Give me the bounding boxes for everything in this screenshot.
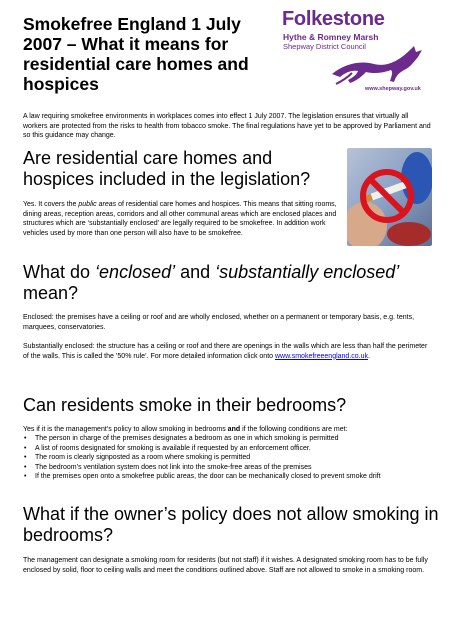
list-item: • The bedroom’s ventilation system does not link into the smoke-free areas of the premises — [24, 463, 312, 471]
council-logo — [282, 8, 432, 94]
logo-council: Shepway District Council — [283, 42, 366, 51]
logo-subtitle: Hythe & Romney Marsh — [283, 32, 379, 42]
emphasis-public-areas: public areas — [78, 201, 117, 208]
bullet-icon: • — [24, 444, 27, 452]
conditions-list — [23, 434, 423, 482]
smokefree-england-link[interactable]: www.smokefreeengland.co.uk — [275, 352, 368, 360]
horse-icon — [282, 44, 432, 88]
list-item: • The person in charge of the premises designates a bedroom as one in which smoking is permitted — [24, 435, 339, 442]
no-smoking-icon — [347, 148, 432, 246]
list-item: • The room is clearly signposted as a room where smoking is permitted — [24, 454, 251, 462]
list-item: • A list of rooms designated for smoking is available if requested by an enforcement officer. — [24, 444, 311, 452]
heading-included: Are residential care homes and hospices included in the legislation? — [23, 148, 311, 189]
heading-bedrooms: Can residents smoke in their bedrooms? — [23, 395, 347, 415]
enclosed-paragraph: Enclosed: the premises have a ceiling or roof and are wholly enclosed, whether on a permanent or temporary basis, e.g. tents, marquees, conservatories. — [23, 314, 415, 331]
emphasis-enclosed: ‘enclosed’ — [95, 262, 176, 282]
bullet-icon: • — [24, 463, 27, 471]
heading-owner-policy: What if the owner’s policy does not allow smoking in bedrooms? — [23, 504, 439, 545]
emphasis-and: and — [227, 426, 241, 433]
page-title: Smokefree England 1 July 2007 – What it means for residential care homes and hospices — [23, 14, 249, 94]
substantially-enclosed-paragraph: Substantially enclosed: the structure has a ceiling or roof and there are openings in the walls which are less than half the perimeter of the walls. This is called the ’50% rule’. For more detailed information click onto www.smokefreeengland.co.uk. — [23, 343, 428, 360]
bullet-icon: • — [24, 454, 27, 462]
logo-name: Folkestone — [282, 8, 385, 30]
bullet-icon: • — [24, 473, 27, 481]
logo-url: www.shepway.gov.uk — [365, 86, 421, 92]
emphasis-substantially-enclosed: ‘substantially enclosed’ — [215, 262, 400, 282]
owner-policy-paragraph: The management can designate a smoking room for residents (but not staff) if it wishes. A designated smoking room has to be fully enclosed by solid, floor to ceiling walls and meet the conditions outlined above. Staff are not allowed to smoke in a smoking room. — [23, 557, 428, 574]
bullet-icon: • — [24, 435, 27, 442]
heading-enclosed: What do ‘enclosed’ and ‘substantially enclosed’ mean? — [23, 262, 400, 303]
bedrooms-paragraph: Yes if it is the management’s policy to allow smoking in bedrooms and if the following conditions are met: — [23, 426, 348, 433]
no-smoking-photo — [347, 148, 432, 246]
included-paragraph: Yes. It covers the public areas of residential care homes and hospices. This means that sitting rooms, dining areas, reception areas, corridors and all other communal areas which are enclosed places and structures which are ‘substantially enclosed’ are legally required to be smokefree. In addition work vehicles used by more than one person will also have to be smokefree. — [23, 201, 337, 237]
list-item: • If the premises open onto a smokefree public areas, the door can be mechanically closed to prevent smoke drift — [24, 473, 381, 481]
intro-paragraph: A law requiring smokefree environments in workplaces comes into effect 1 July 2007. The legislation ensures that virtually all workers are protected from the risks to health from tobacco smoke. The final regulations have yet to be approved by Parliament and so this guidance may change. — [23, 113, 431, 140]
